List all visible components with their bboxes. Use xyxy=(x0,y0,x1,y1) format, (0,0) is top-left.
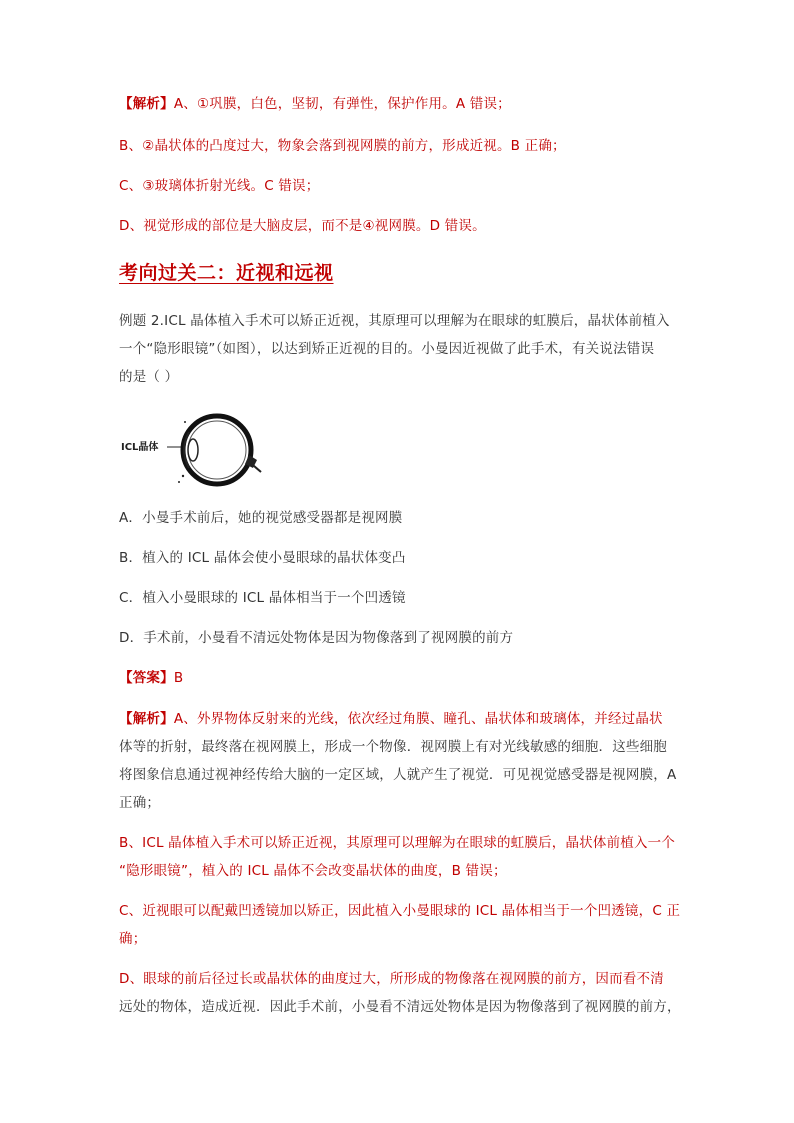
analysis2-line-a1 xyxy=(119,706,679,733)
analysis2-line-c1: C、近视眼可以配戴凹透镜加以矫正，因此植入小曼眼球的 ICL 晶体相当于一个凹透镜，C 正 xyxy=(119,903,681,919)
analysis1-line-c: C、③玻璃体折射光线。C 错误； xyxy=(119,178,320,194)
answer-label: 【答案】 xyxy=(119,670,174,686)
analysis2-line-c2: 确； xyxy=(119,931,147,947)
answer-value: B xyxy=(173,670,184,686)
analysis2-line-a3: 将图象信息通过视神经传给大脑的一定区域，人就产生了视觉．可见视觉感受器是视网膜，A xyxy=(119,767,677,783)
example-line-3: 的是（ ） xyxy=(119,369,179,385)
analysis2-line-d1: D、眼球的前后径过长或晶状体的曲度过大，所形成的物像落在视网膜的前方，因而看不清 xyxy=(119,971,664,987)
eye-figure xyxy=(119,410,269,490)
analysis2-line-a4: 正确； xyxy=(119,795,161,811)
analysis2-a1-text: A、外界物体反射来的光线，依次经过角膜、瞳孔、晶状体和玻璃体，并经过晶状 xyxy=(173,711,663,727)
example-line-2: 一个“隐形眼镜”（如图），以达到矫正近视的目的。小曼因近视做了此手术，有关说法错误 xyxy=(119,341,655,357)
analysis2-line-d2: 远处的物体，造成近视．因此手术前，小曼看不清远处物体是因为物像落到了视网膜的前方， xyxy=(119,999,681,1015)
example-label: 例题 2. xyxy=(119,313,165,329)
analysis1-line-d: D、视觉形成的部位是大脑皮层，而不是④视网膜。D 错误。 xyxy=(119,218,486,234)
answer-line xyxy=(119,665,679,692)
analysis1-line-b: B、②晶状体的凸度过大，物象会落到视网膜的前方，形成近视。B 正确； xyxy=(119,138,566,154)
eye-diagram-icon xyxy=(119,410,269,490)
analysis1-line-a xyxy=(119,91,679,118)
analysis2-label: 【解析】 xyxy=(119,711,174,727)
option-d: D．手术前，小曼看不清远处物体是因为物像落到了视网膜的前方 xyxy=(119,630,514,646)
option-c: C．植入小曼眼球的 ICL 晶体相当于一个凹透镜 xyxy=(119,590,406,606)
example-line-1-text: ICL 晶体植入手术可以矫正近视，其原理可以理解为在眼球的虹膜后，晶状体前植入 xyxy=(164,313,670,329)
analysis2-line-b2: “隐形眼镜”，植入的 ICL 晶体不会改变晶状体的曲度，B 错误； xyxy=(119,863,507,879)
analysis1-a-text: A、①巩膜，白色，坚韧，有弹性，保护作用。A 错误； xyxy=(173,96,511,112)
option-b: B．植入的 ICL 晶体会使小曼眼球的晶状体变凸 xyxy=(119,550,406,566)
example-line-1 xyxy=(119,308,679,335)
section-heading: 考向过关二：近视和远视 xyxy=(119,262,334,284)
analysis1-label: 【解析】 xyxy=(119,96,174,112)
figure-label: ICL晶体 xyxy=(121,442,159,453)
analysis2-line-b1: B、ICL 晶体植入手术可以矫正近视，其原理可以理解为在眼球的虹膜后，晶状体前植入一个 xyxy=(119,835,676,851)
option-a: A．小曼手术前后，她的视觉感受器都是视网膜 xyxy=(119,510,403,526)
analysis2-line-a2: 体等的折射，最终落在视网膜上，形成一个物像．视网膜上有对光线敏感的细胞．这些细胞 xyxy=(119,739,667,755)
